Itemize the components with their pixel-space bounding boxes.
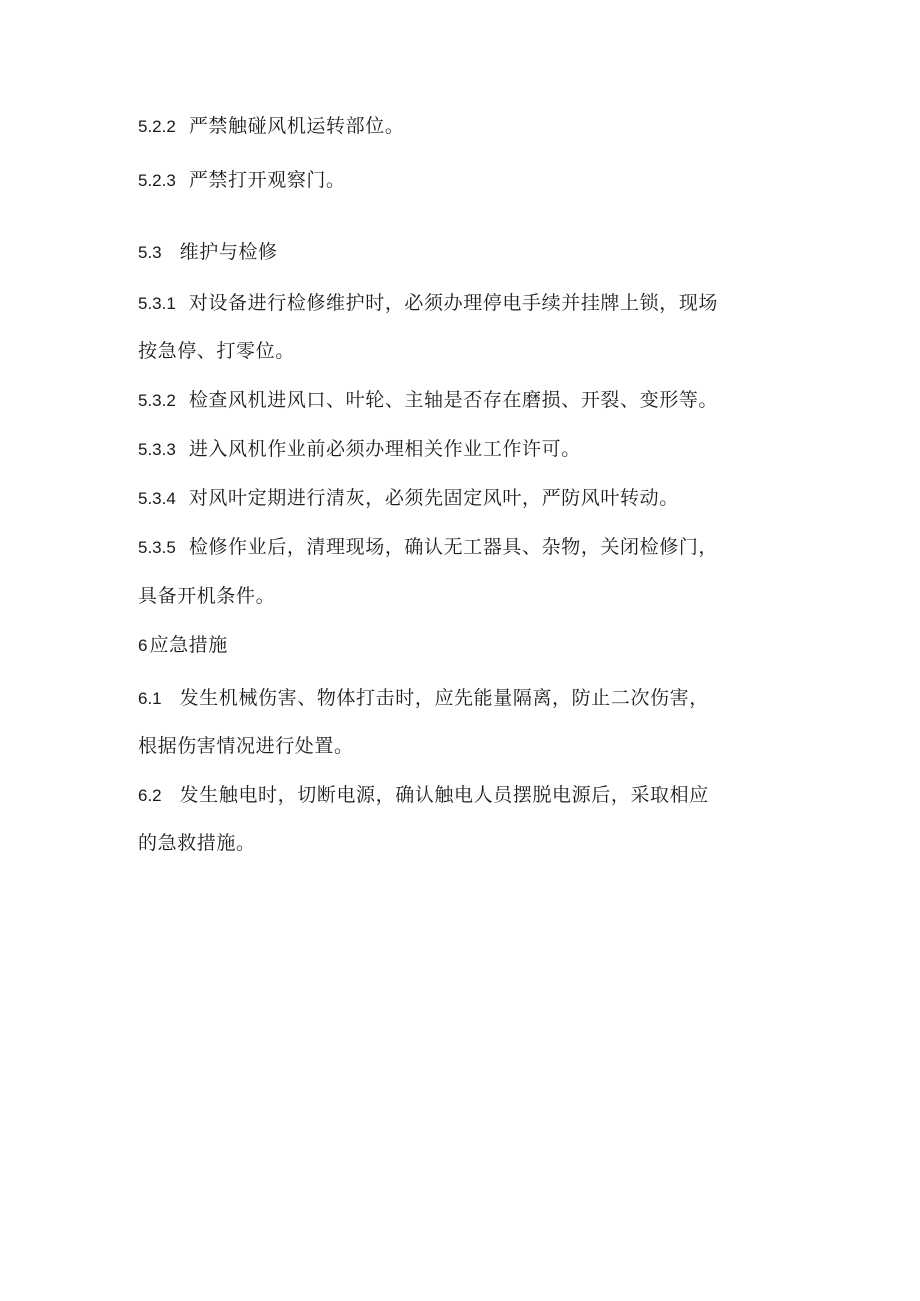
clause-text: 检查风机进风口、叶轮、主轴是否存在磨损、开裂、变形等。 bbox=[188, 389, 719, 411]
clause-number: 6.2 bbox=[138, 786, 162, 805]
clause-number: 5.3.5 bbox=[138, 538, 176, 557]
clause-5-3-5-continued bbox=[138, 584, 275, 608]
clause-text: 严禁打开观察门。 bbox=[188, 169, 346, 191]
clause-5-3-5 bbox=[138, 535, 718, 560]
section-title: 应急措施 bbox=[149, 634, 228, 656]
clause-text: 严禁触碰风机运转部位。 bbox=[188, 115, 405, 137]
clause-number: 5.2.2 bbox=[138, 117, 176, 136]
clause-6-2 bbox=[138, 783, 709, 808]
clause-text: 发生机械伤害、物体打击时，应先能量隔离，防止二次伤害， bbox=[179, 687, 709, 709]
section-title: 维护与检修 bbox=[179, 241, 278, 263]
clause-text: 的急救措施。 bbox=[138, 832, 256, 854]
clause-number: 5.3.3 bbox=[138, 440, 176, 459]
clause-5-3-1-continued bbox=[138, 339, 295, 363]
clause-6-2-continued bbox=[138, 831, 256, 855]
clause-number: 5.3.4 bbox=[138, 489, 176, 508]
clause-6-1-continued bbox=[138, 734, 354, 758]
clause-number: 5.3.1 bbox=[138, 294, 176, 313]
section-number: 5.3 bbox=[138, 243, 162, 262]
clause-text: 发生触电时，切断电源，确认触电人员摆脱电源后，采取相应 bbox=[179, 784, 709, 806]
clause-6-1 bbox=[138, 686, 709, 711]
clause-text: 进入风机作业前必须办理相关作业工作许可。 bbox=[188, 438, 581, 460]
section-6-heading bbox=[138, 633, 228, 658]
clause-text: 对风叶定期进行清灰，必须先固定风叶，严防风叶转动。 bbox=[188, 487, 679, 509]
clause-5-2-3 bbox=[138, 168, 346, 193]
clause-text: 具备开机条件。 bbox=[138, 585, 276, 607]
section-5-3-heading bbox=[138, 240, 278, 265]
clause-5-3-1 bbox=[138, 291, 718, 316]
clause-text: 根据伤害情况进行处置。 bbox=[138, 735, 354, 757]
clause-5-3-4 bbox=[138, 486, 679, 511]
clause-5-2-2 bbox=[138, 114, 404, 139]
clause-number: 5.2.3 bbox=[138, 171, 176, 190]
clause-number: 6.1 bbox=[138, 689, 162, 708]
section-number: 6 bbox=[138, 636, 148, 655]
clause-text: 对设备进行检修维护时，必须办理停电手续并挂牌上锁，现场 bbox=[188, 292, 719, 314]
clause-5-3-3 bbox=[138, 437, 581, 462]
clause-number: 5.3.2 bbox=[138, 391, 176, 410]
clause-text: 按急停、打零位。 bbox=[138, 340, 295, 362]
clause-text: 检修作业后，清理现场，确认无工器具、杂物，关闭检修门， bbox=[188, 536, 719, 558]
clause-5-3-2 bbox=[138, 388, 718, 413]
